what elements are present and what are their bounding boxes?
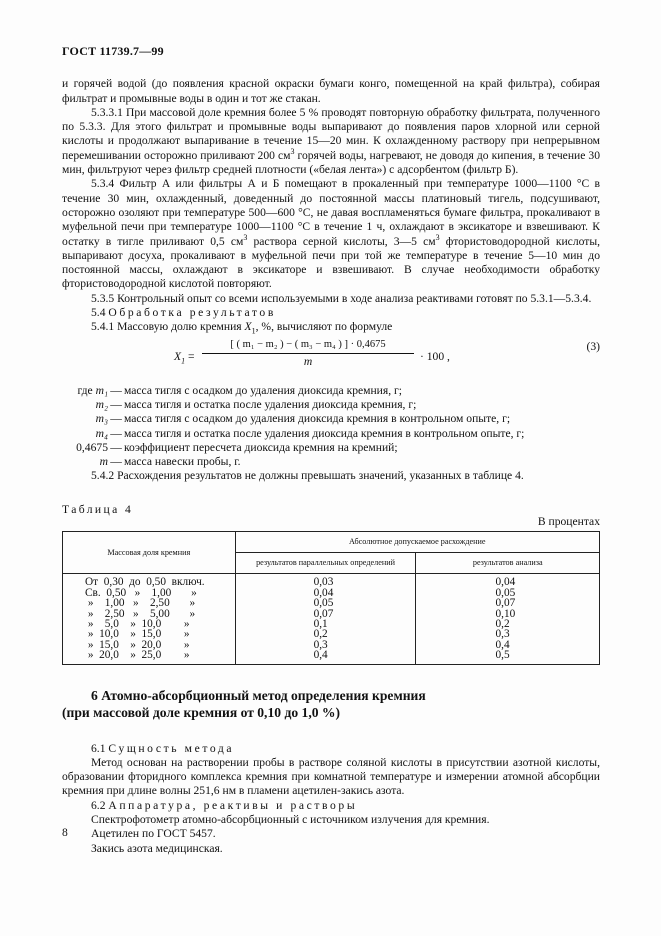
table-unit: В процентах bbox=[537, 515, 600, 529]
analysis-value: 0,07 bbox=[495, 597, 516, 610]
definition-symbol bbox=[62, 441, 108, 455]
cubic-superscript: 3 bbox=[243, 232, 248, 242]
range-cell: » 5,0 » 10,0 » bbox=[85, 617, 190, 630]
range-cell: » 10,0 » 15,0 » bbox=[85, 628, 190, 641]
definition-symbol-text: m₄ bbox=[95, 426, 108, 440]
table-cell-ranges bbox=[63, 574, 236, 664]
analysis-value: 0,10 bbox=[495, 607, 516, 620]
table-header-mass-fraction: Массовая доля кремния bbox=[63, 532, 236, 574]
paragraph-5-3-3-1-part-b: горячей воды, нагревают, не доводя до кипения, в течение 30 мин, фильтруют через фильтр средней плотности («белая лента») с адсорбентом (фильтр Б). bbox=[62, 148, 600, 177]
formula-numerator: [ ( m₁ − m₂ ) − ( m₃ − m₄ ) ] · 0,4675 bbox=[230, 338, 386, 350]
range-cell: От 0,30 до 0,50 включ. bbox=[85, 576, 205, 589]
definition-symbol-text: m₂ bbox=[95, 397, 108, 411]
formula-lhs-subscript: 1 bbox=[181, 355, 186, 365]
definition-symbol bbox=[62, 412, 108, 426]
paragraph-5-3-4-part-c: фтористоводородной кислоты, выпаривают досуха, прокаливают в муфельной печи при той же температуре в течение 5—10 мин до постоянной массы, охлаждают в эксикаторе и взвешивают. В случае необходимости обработку фтористоводородной кислотой повторяют. bbox=[62, 234, 601, 291]
paragraph-5-3-3-1-part-a: 5.3.3.1 При массовой доле кремния более 5 % проводят повторную обработку фильтрата, полученного по 5.3.3. Для этого фильтрат и промывные воды выпаривают до появления паров хлорной или серной кислоты и продолжают выпаривание в течение 15—20 мин. К охлажденному раствору при непрерывном перемешивании осторожно приливают 200 см bbox=[62, 105, 600, 162]
table-caption: Таблица 4 bbox=[62, 502, 134, 516]
variable-subscript: 1 bbox=[251, 326, 256, 336]
definition-text: масса тигля с осадком до удаления диоксида кремния в контрольном опыте, г; bbox=[124, 412, 511, 426]
subsection-6-2-heading bbox=[62, 799, 600, 813]
analysis-value: 0,2 bbox=[495, 617, 510, 630]
subsection-number: 6.1 bbox=[91, 741, 106, 755]
definition-symbol bbox=[62, 427, 108, 441]
definition-text: масса навески пробы, г. bbox=[124, 455, 241, 469]
paragraph-5-3-4-part-a: 5.3.4 Фильтр А или фильтры А и Б помещают в прокаленный при температуре 1000—1100 °С в течение 30 мин, охлажденный, доведенный до постоянной массы платиновый тигель, подсушивают, осторожно озоляют при температуре 500—600 °С, не давая воспламеняться бумаге фильтра, прокаливают в муфельной печи при температуре 1000—1100 °С в течение 1 ч, охлаждают в эксикаторе и взвешивают. К остатку в тигле приливают 0,5 см bbox=[62, 177, 600, 248]
cubic-superscript: 3 bbox=[290, 146, 295, 156]
subsection-number: 5.4 bbox=[91, 306, 106, 320]
parallel-value: 0,1 bbox=[313, 617, 328, 630]
definition-dash: — bbox=[110, 426, 122, 440]
standard-code-header: ГОСТ 11739.7—99 bbox=[62, 44, 164, 58]
table-cell-analysis-values bbox=[416, 574, 600, 664]
parallel-value: 0,05 bbox=[313, 597, 334, 610]
definition-row bbox=[62, 427, 600, 441]
range-cell: » 20,0 » 25,0 » bbox=[85, 649, 190, 662]
formula-denominator: m bbox=[303, 354, 313, 368]
page-number: 8 bbox=[62, 826, 68, 839]
definition-text: масса тигля с осадком до удаления диоксида кремния, г; bbox=[124, 383, 402, 397]
subsection-title: Обработка результатов bbox=[108, 306, 276, 320]
cubic-superscript: 3 bbox=[435, 232, 440, 242]
definition-row bbox=[62, 441, 600, 455]
paragraph-5-4-1-part-b: , %, вычисляют по формуле bbox=[255, 320, 393, 334]
definition-text: масса тигля и остатка после удаления диоксида кремния, г; bbox=[124, 397, 417, 411]
section-6-title-line2: (при массовой доле кремния от 0,10 до 1,0 %) bbox=[62, 704, 341, 720]
analysis-value: 0,5 bbox=[495, 649, 510, 662]
paragraph-5-3-4-part-b: раствора серной кислоты, 3—5 см bbox=[247, 234, 436, 248]
parallel-value: 0,07 bbox=[313, 607, 334, 620]
paragraph-6-1-text: Метод основан на растворении пробы в растворе соляной кислоты в присутствии азотной кислоты, образовании фторидного комплекса кремния при комнатной температуре и измерении атомной абсорбции кремния при длине волны 251,6 нм в пламени ацетилен-закись азота. bbox=[62, 755, 600, 798]
definition-row bbox=[62, 412, 600, 426]
parallel-value: 0,2 bbox=[313, 628, 328, 641]
table-header-analysis: результатов анализа bbox=[416, 553, 600, 574]
table-header-parallel: результатов параллельных определений bbox=[235, 553, 416, 574]
paragraph-5-4-1-part-a: 5.4.1 Массовую долю кремния bbox=[91, 320, 245, 334]
range-cell: » 1,00 » 2,50 » bbox=[85, 597, 196, 610]
definition-symbol bbox=[62, 384, 108, 398]
equipment-line: Ацетилен по ГОСТ 5457. bbox=[91, 827, 216, 841]
analysis-value: 0,04 bbox=[495, 576, 516, 589]
definition-dash: — bbox=[110, 412, 122, 426]
formula-number: (3) bbox=[586, 339, 600, 353]
table-4 bbox=[62, 531, 600, 664]
parallel-value: 0,04 bbox=[313, 586, 334, 599]
analysis-value: 0,4 bbox=[495, 638, 510, 651]
section-6-title-line1: 6 Атомно-абсорбционный метод определения кремния bbox=[91, 687, 426, 703]
definition-dash: — bbox=[110, 397, 122, 411]
section-6-heading bbox=[62, 687, 600, 721]
range-cell: » 2,50 » 5,00 » bbox=[85, 607, 196, 620]
table-cell-parallel-values bbox=[235, 574, 416, 664]
analysis-value: 0,05 bbox=[495, 586, 516, 599]
formula-3 bbox=[62, 338, 600, 382]
definition-dash: — bbox=[110, 455, 122, 469]
definition-symbol-text: m₁ bbox=[95, 383, 108, 397]
parallel-value: 0,3 bbox=[313, 638, 328, 651]
document-page bbox=[62, 44, 600, 856]
definition-text: коэффициент пересчета диоксида кремния на кремний; bbox=[124, 440, 398, 454]
table-header-row bbox=[63, 532, 600, 553]
paragraph-5-3-4 bbox=[62, 177, 600, 291]
spacer bbox=[62, 484, 600, 503]
definition-prefix: где bbox=[77, 383, 93, 397]
subsection-5-4-heading bbox=[62, 306, 600, 320]
subsection-6-1-heading bbox=[62, 742, 600, 756]
subsection-title: Аппаратура, реактивы и растворы bbox=[108, 798, 358, 812]
definition-dash: — bbox=[110, 383, 122, 397]
variable-symbol: X bbox=[244, 320, 252, 334]
definitions-list bbox=[62, 384, 600, 470]
range-cell: » 15,0 » 20,0 » bbox=[85, 638, 190, 651]
paragraph-5-4-1 bbox=[62, 320, 600, 334]
definition-row bbox=[62, 398, 600, 412]
definition-row bbox=[62, 455, 600, 469]
subsection-number: 6.2 bbox=[91, 798, 106, 812]
formula-lhs-symbol: X bbox=[174, 349, 182, 363]
equipment-line: Закись азота медицинская. bbox=[91, 841, 223, 855]
parallel-value: 0,4 bbox=[313, 649, 328, 662]
subsection-title: Сущность метода bbox=[108, 741, 235, 755]
definition-symbol bbox=[62, 455, 108, 469]
formula-fraction-bar bbox=[202, 353, 414, 354]
paragraph-continuation: и горячей водой (до появления красной окраски бумаги конго, помещенной на край фильтра), собирая фильтрат и промывные воды в один и тот же стакан. bbox=[62, 77, 600, 105]
definition-symbol-text: m₃ bbox=[95, 412, 108, 426]
formula-equals: = bbox=[188, 349, 195, 363]
paragraph-5-3-5: 5.3.5 Контрольный опыт со всеми используемыми в ходе анализа реактивами готовят по 5.3.1—5.3.4. bbox=[91, 291, 592, 305]
table-row bbox=[63, 574, 600, 664]
paragraph-5-4-2: 5.4.2 Расхождения результатов не должны превышать значений, указанных в таблице 4. bbox=[91, 469, 524, 483]
analysis-value: 0,3 bbox=[495, 628, 510, 641]
equipment-line: Спектрофотометр атомно-абсорбционный с источником излучения для кремния. bbox=[91, 813, 490, 827]
range-cell: Св. 0,50 » 1,00 » bbox=[85, 586, 197, 599]
formula-rhs: · 100 , bbox=[420, 349, 450, 363]
definition-symbol-text: m bbox=[99, 455, 108, 469]
definition-symbol-text: 0,4675 bbox=[76, 440, 108, 454]
formula-lhs bbox=[174, 350, 195, 364]
parallel-value: 0,03 bbox=[313, 576, 334, 589]
table-header-group: Абсолютное допускаемое расхождение bbox=[235, 532, 599, 553]
definition-symbol bbox=[62, 398, 108, 412]
definition-text: масса тигля и остатка после удаления диоксида кремния в контрольном опыте, г; bbox=[124, 426, 525, 440]
paragraph-5-3-3-1 bbox=[62, 106, 600, 177]
definition-dash: — bbox=[110, 440, 122, 454]
definition-row bbox=[62, 384, 600, 398]
